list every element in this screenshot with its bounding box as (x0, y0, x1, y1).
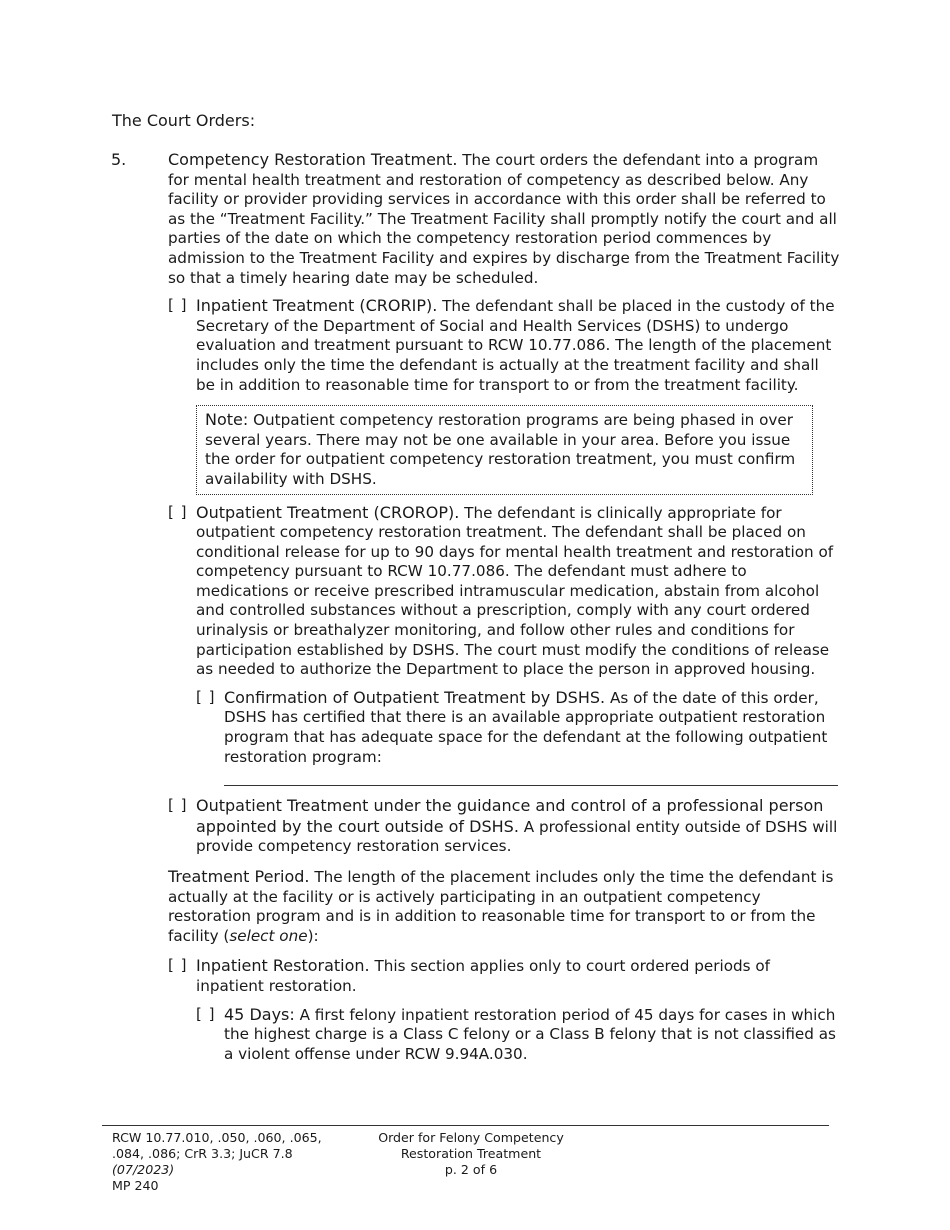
note-body: Outpatient competency restoration programs are being phased in over several years. There may not be one available in your area. Before you issue the order for outpatient competency restoration treatment, you must confirm availability with DSHS. (205, 411, 796, 488)
section-5-intro (168, 150, 840, 288)
footer-statute-line2: .084, .086; CrR 3.3; JuCR 7.8 (112, 1146, 293, 1161)
footer-left (112, 1130, 362, 1194)
note-title: Note: (205, 410, 249, 430)
confirmation-title: Confirmation of Outpatient Treatment by DSHS. (224, 687, 606, 707)
inpatient-restoration-checkbox[interactable]: [ ] (168, 956, 188, 975)
treatment-period-body: The length of the placement includes only the time the defendant is actually at the facility or is actively participating in an outpatient competency restoration program and is in addition to reasonable time for transport to or from the facility ( (168, 868, 834, 945)
footer-statute-line1: RCW 10.77.010, .050, .060, .065, (112, 1130, 322, 1145)
confirmation-option (196, 688, 840, 767)
professional-option (168, 796, 840, 857)
treatment-period (168, 867, 840, 946)
inpatient-treatment-body: The defendant shall be placed in the custody of the Secretary of the Department of Social and Health Services (DSHS) to undergo evaluation and treatment pursuant to RCW 10.77.086. The length of the placement includes only the time the defendant is actually at the treatment facility and shall be in addition to reasonable time for transport to or from the treatment facility. (196, 297, 835, 394)
outpatient-treatment-body: The defendant is clinically appropriate for outpatient competency restoration treatment. The defendant shall be placed on conditional release for up to 90 days for mental health treatment and restoration of competency pursuant to RCW 10.77.086. The defendant must adhere to medications or receive prescribed intramuscular medication, abstain from alcohol and controlled substances without a prescription, comply with any court ordered urinalysis or breathalyzer monitoring, and follow other rules and conditions for participation established by DSHS. The court must modify the conditions of release as needed to authorize the Department to place the person in approved housing. (196, 503, 834, 679)
days-45-option (196, 1005, 840, 1065)
footer-title-line1: Order for Felony Competency (378, 1130, 564, 1145)
inpatient-restoration-title: Inpatient Restoration. (196, 956, 370, 976)
professional-body: A professional entity outside of DSHS will provide competency restoration services. (196, 817, 838, 856)
outpatient-treatment-checkbox[interactable]: [ ] (168, 502, 188, 521)
days-45-body: A first felony inpatient restoration period of 45 days for cases in which the highest charge is a Class C felony or a Class B felony that is not classified as a violent offense under RCW 9.94A.030. (224, 1005, 836, 1063)
treatment-period-select: select one (229, 926, 308, 945)
treatment-period-title: Treatment Period. (168, 867, 310, 886)
treatment-period-end: ): (307, 926, 319, 945)
outpatient-treatment-title: Outpatient Treatment (CROROP). (196, 502, 460, 522)
note-box (196, 405, 813, 494)
days-45-title: 45 Days: (224, 1004, 295, 1024)
confirmation-checkbox[interactable]: [ ] (196, 687, 216, 706)
footer-form-number: MP 240 (112, 1178, 159, 1193)
inpatient-treatment-option (168, 296, 840, 395)
inpatient-restoration-option (168, 956, 840, 1064)
section-5-body: The court orders the defendant into a program for mental health treatment and restoration of competency as described below. Any facility or provider providing services in accordance with this order shall be referred to as the “Treatment Facility.” The Treatment Facility shall promptly notify the court and all parties of the date on which the competency restoration period commences by admission to the Treatment Facility and expires by discharge from the Treatment Facility so that a timely hearing date may be scheduled. (168, 151, 840, 287)
footer-center (360, 1130, 582, 1178)
inpatient-treatment-checkbox[interactable]: [ ] (168, 296, 188, 315)
confirmation-body: As of the date of this order, DSHS has certified that there is an available appropriate outpatient restoration program that has adequate space for the defendant at the following outpatient restoration program: (224, 688, 828, 766)
section-5-title: Competency Restoration Treatment. (168, 150, 458, 169)
professional-checkbox[interactable]: [ ] (168, 796, 188, 815)
outpatient-treatment-option (168, 503, 840, 768)
footer-revision-date: (07/2023) (112, 1162, 175, 1177)
days-45-checkbox[interactable]: [ ] (196, 1004, 216, 1023)
court-orders-heading: The Court Orders: (112, 111, 256, 130)
footer-divider (102, 1125, 829, 1126)
inpatient-restoration-body: This section applies only to court ordered periods of inpatient restoration. (196, 957, 771, 995)
section-5 (168, 150, 840, 1064)
footer-title-line2: Restoration Treatment (400, 1146, 542, 1161)
professional-title: Outpatient Treatment under the guidance and control of a professional person appointed by the court outside of DSHS. (196, 796, 824, 836)
inpatient-treatment-title: Inpatient Treatment (CRORIP). (196, 296, 438, 316)
footer-page-number: p. 2 of 6 (444, 1162, 498, 1177)
section-number: 5. (111, 150, 127, 169)
